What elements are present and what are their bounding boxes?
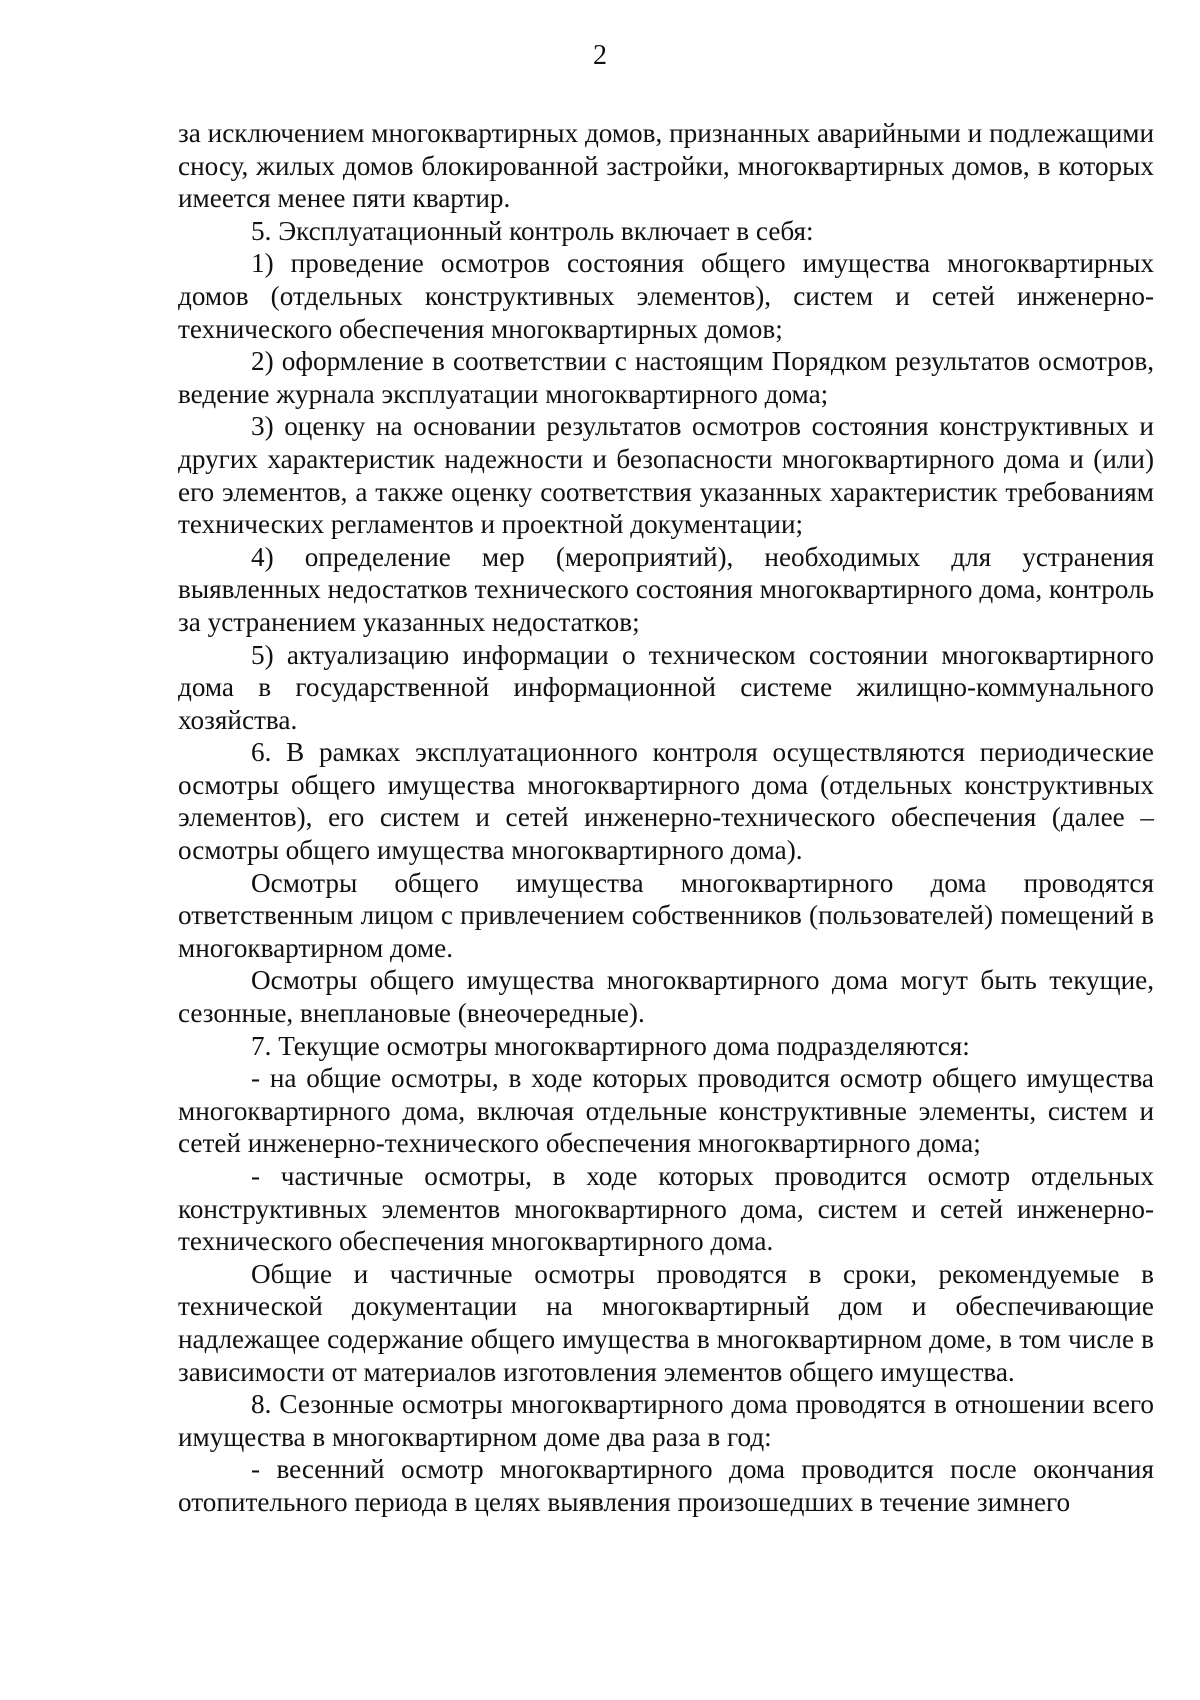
paragraph-clause-8: 8. Сезонные осмотры многоквартирного дома проводятся в отношении всего имущества в многоквартирном доме два раза в год: [178, 1389, 1154, 1452]
paragraph-inspections-responsible: Осмотры общего имущества многоквартирного дома проводятся ответственным лицом с привлечением собственников (пользователей) помещений в многоквартирном доме. [178, 867, 1154, 963]
page-number: 2 [593, 40, 607, 71]
paragraph-inspections-types: Осмотры общего имущества многоквартирного дома могут быть текущие, сезонные, внеплановые (внеочередные). [178, 965, 1154, 1029]
paragraph-spring-inspection: - весенний осмотр многоквартирного дома проводится после окончания отопительного периода в целях выявления произошедших в течение зимнего [178, 1454, 1154, 1517]
paragraph-item-1: 1) проведение осмотров состояния общего имущества многоквартирных домов (отдельных конструктивных элементов), систем и сетей инженерно-технического обеспечения многоквартирных домов; [178, 248, 1154, 344]
paragraph-clause-5: 5. Эксплуатационный контроль включает в себя: [251, 215, 814, 246]
paragraph-clause-7: 7. Текущие осмотры многоквартирного дома подразделяются: [251, 1030, 970, 1061]
document-body [178, 117, 1154, 1519]
paragraph-item-3: 3) оценку на основании результатов осмотров состояния конструктивных и других характеристик надежности и безопасности многоквартирного дома и (или) его элементов, а также оценку соответствия указанных характеристик требованиям технических регламентов и проектной документации; [178, 411, 1154, 540]
paragraph-item-2: 2) оформление в соответствии с настоящим Порядком результатов осмотров, ведение журнала эксплуатации многоквартирного дома; [178, 346, 1154, 409]
paragraph-inspection-terms: Общие и частичные осмотры проводятся в сроки, рекомендуемые в технической документации на многоквартирный дом и обеспечивающие надлежащее содержание общего имущества в многоквартирном доме, в том числе в зависимости от материалов изготовления элементов общего имущества. [178, 1258, 1154, 1387]
paragraph-general-inspections: - на общие осмотры, в ходе которых проводится осмотр общего имущества многоквартирного дома, включая отдельные конструктивные элементы, систем и сетей инженерно-технического обеспечения многоквартирного дома; [178, 1063, 1154, 1159]
paragraph-clause-6: 6. В рамках эксплуатационного контроля осуществляются периодические осмотры общего имущества многоквартирного дома (отдельных конструктивных элементов), его систем и сетей инженерно-технического обеспечения (далее – осмотры общего имущества многоквартирного дома). [178, 737, 1154, 866]
paragraph-item-4: 4) определение мер (мероприятий), необходимых для устранения выявленных недостатков технического состояния многоквартирного дома, контроль за устранением указанных недостатков; [178, 541, 1154, 637]
paragraph-item-5: 5) актуализацию информации о техническом состоянии многоквартирного дома в государственной информационной системе жилищно-коммунального хозяйства. [178, 639, 1154, 735]
paragraph-partial-inspections: - частичные осмотры, в ходе которых проводится осмотр отдельных конструктивных элементов многоквартирного дома, систем и сетей инженерно-технического обеспечения многоквартирного дома. [178, 1161, 1154, 1257]
paragraph-continuation: за исключением многоквартирных домов, признанных аварийными и подлежащими сносу, жилых домов блокированной застройки, многоквартирных домов, в которых имеется менее пяти квартир. [178, 118, 1154, 214]
